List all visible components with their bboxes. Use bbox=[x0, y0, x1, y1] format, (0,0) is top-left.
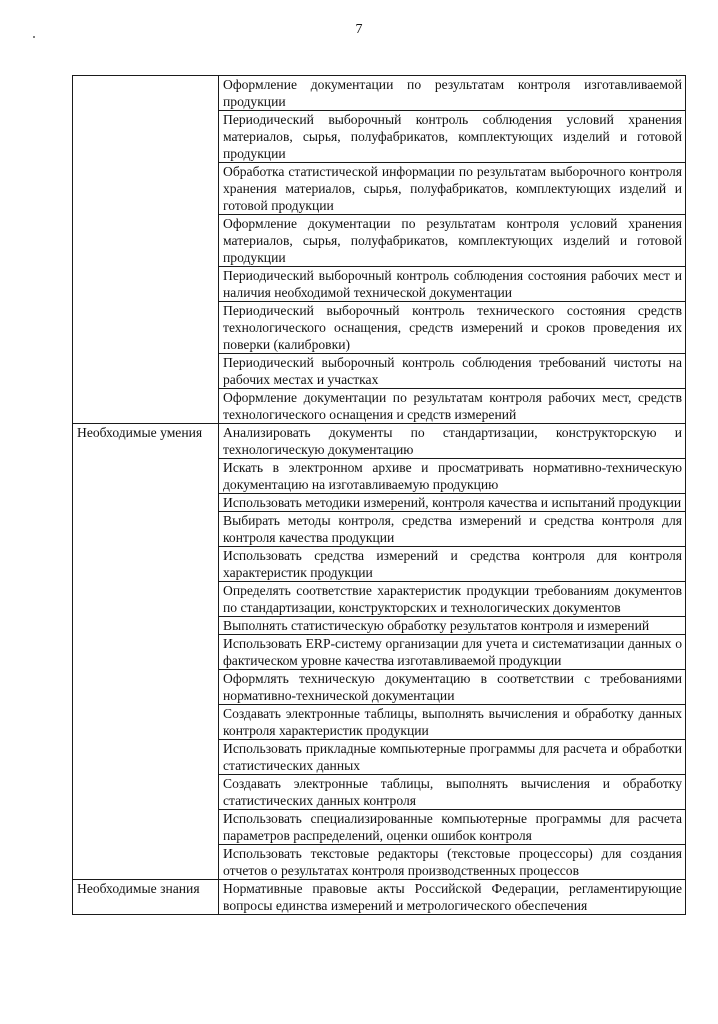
table-cell: Оформлять техническую документацию в соответствии с требованиями нормативно-технической документации bbox=[219, 670, 686, 705]
table-row bbox=[73, 880, 686, 915]
table-cell: Оформление документации по результатам контроля рабочих мест, средств технологического оснащения и средств измерений bbox=[219, 389, 686, 424]
table-cell: Анализировать документы по стандартизации, конструкторскую и технологическую документацию bbox=[219, 424, 686, 459]
scan-speck bbox=[33, 36, 35, 38]
table-cell: Определять соответствие характеристик продукции требованиям документов по стандартизации, конструкторских и технологических документов bbox=[219, 582, 686, 617]
section-label: Необходимые умения bbox=[73, 424, 219, 880]
table-cell: Периодический выборочный контроль соблюдения требований чистоты на рабочих местах и участках bbox=[219, 354, 686, 389]
competency-table-body bbox=[73, 76, 686, 915]
table-cell: Оформление документации по результатам контроля условий хранения материалов, сырья, полуфабрикатов, комплектующих изделий и готовой продукции bbox=[219, 215, 686, 267]
competency-table bbox=[72, 75, 686, 915]
table-cell: Использовать методики измерений, контроля качества и испытаний продукции bbox=[219, 494, 686, 512]
table-cell: Использовать специализированные компьютерные программы для расчета параметров распределений, оценки ошибок контроля bbox=[219, 810, 686, 845]
table-cell: Периодический выборочный контроль технического состояния средств технологического оснащения, средств измерений и сроков проведения их поверки (калибровки) bbox=[219, 302, 686, 354]
section-label bbox=[73, 76, 219, 424]
table-cell: Периодический выборочный контроль соблюдения состояния рабочих мест и наличия необходимой технической документации bbox=[219, 267, 686, 302]
table-cell: Обработка статистической информации по результатам выборочного контроля хранения материалов, сырья, полуфабрикатов, комплектующих изделий и готовой продукции bbox=[219, 163, 686, 215]
table-row bbox=[73, 424, 686, 459]
table-cell: Нормативные правовые акты Российской Федерации, регламентирующие вопросы единства измерений и метрологического обеспечения bbox=[219, 880, 686, 915]
table-row bbox=[73, 76, 686, 111]
table-cell: Создавать электронные таблицы, выполнять вычисления и обработку данных контроля характеристик продукции bbox=[219, 705, 686, 740]
table-cell: Искать в электронном архиве и просматривать нормативно-техническую документацию на изготавливаемую продукцию bbox=[219, 459, 686, 494]
table-cell: Периодический выборочный контроль соблюдения условий хранения материалов, сырья, полуфабрикатов, комплектующих изделий и готовой продукции bbox=[219, 111, 686, 163]
table-cell: Выбирать методы контроля, средства измерений и средства контроля для контроля качества продукции bbox=[219, 512, 686, 547]
page-number: 7 bbox=[355, 22, 363, 37]
table-cell: Оформление документации по результатам контроля изготавливаемой продукции bbox=[219, 76, 686, 111]
table-cell: Использовать средства измерений и средства контроля для контроля характеристик продукции bbox=[219, 547, 686, 582]
section-label: Необходимые знания bbox=[73, 880, 219, 915]
table-cell: Использовать текстовые редакторы (текстовые процессоры) для создания отчетов о результатах контроля производственных процессов bbox=[219, 845, 686, 880]
table-cell: Создавать электронные таблицы, выполнять вычисления и обработку статистических данных контроля bbox=[219, 775, 686, 810]
table-cell: Использовать прикладные компьютерные программы для расчета и обработки статистических данных bbox=[219, 740, 686, 775]
table-cell: Использовать ERP-систему организации для учета и систематизации данных о фактическом уровне качества изготавливаемой продукции bbox=[219, 635, 686, 670]
table-cell: Выполнять статистическую обработку результатов контроля и измерений bbox=[219, 617, 686, 635]
